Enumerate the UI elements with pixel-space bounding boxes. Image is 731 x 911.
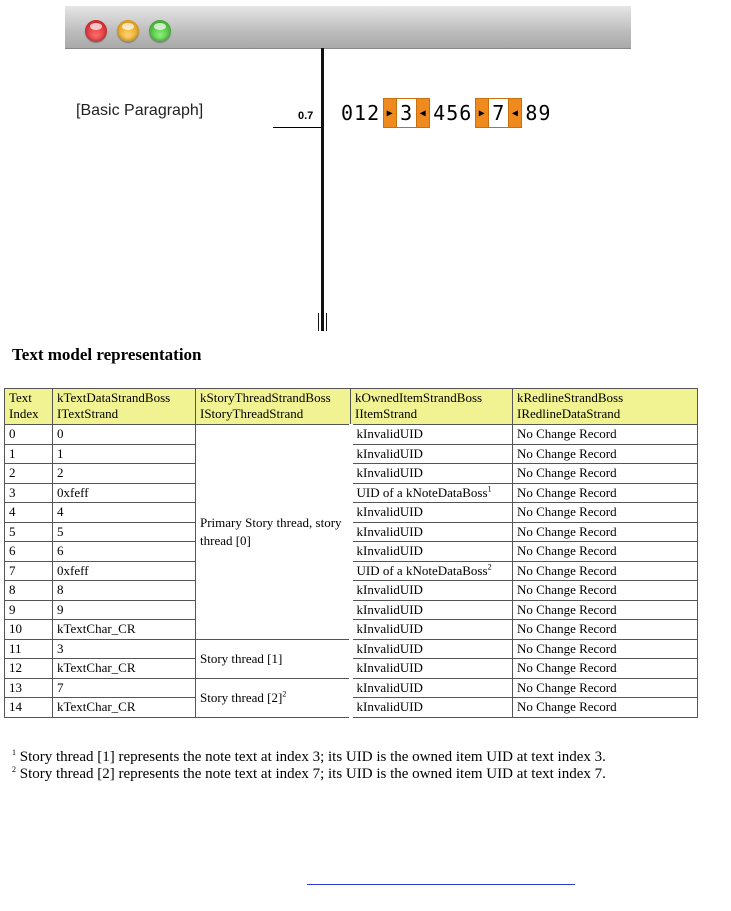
text-data-cell: 5 xyxy=(53,522,196,542)
owned-item-cell: kInvalidUID xyxy=(351,581,513,601)
text-index-cell: 14 xyxy=(5,698,53,718)
text-index-cell: 6 xyxy=(5,542,53,562)
story-thread-cell: Story thread $[2]^2$ xyxy=(196,678,351,717)
footnote: $^2$ Story thread [2] represents the note text at index 7; its UID is the owned item UID at text index 7. xyxy=(12,765,606,782)
redline-cell: No Change Record xyxy=(513,503,698,523)
text-run: 012 xyxy=(341,101,381,125)
divider-stub-right xyxy=(326,313,327,331)
text-data-cell: 2 xyxy=(53,464,196,484)
text-index-cell: 2 xyxy=(5,464,53,484)
text-index-cell: 5 xyxy=(5,522,53,542)
paragraph-style-label: [Basic Paragraph] xyxy=(76,102,204,119)
text-model-table xyxy=(4,388,698,718)
table-row xyxy=(5,503,698,523)
text-run: 89 xyxy=(525,101,552,125)
text-index-cell: 10 xyxy=(5,620,53,640)
redline-cell: No Change Record xyxy=(513,678,698,698)
column-header: kOwnedItemStrandBoss IItemStrand xyxy=(351,389,513,425)
table-row xyxy=(5,678,698,698)
text-data-cell: kTextChar_CR xyxy=(53,620,196,640)
redline-cell: No Change Record xyxy=(513,444,698,464)
window-titlebar xyxy=(65,6,631,49)
close-button[interactable] xyxy=(85,20,107,42)
table-row xyxy=(5,444,698,464)
text-index-cell: 7 xyxy=(5,561,53,581)
owned-item-cell: kInvalidUID xyxy=(351,425,513,445)
redline-cell: No Change Record xyxy=(513,620,698,640)
table-row xyxy=(5,542,698,562)
story-text[interactable] xyxy=(340,98,552,128)
text-data-cell: 0 xyxy=(53,425,196,445)
text-data-cell: 0xfeff xyxy=(53,483,196,503)
footnote: $^1$ Story thread [1] represents the note text at index 3; its UID is the owned item UID at text index 3. xyxy=(12,748,606,765)
table-row xyxy=(5,464,698,484)
text-data-cell: 3 xyxy=(53,639,196,659)
redline-cell: No Change Record xyxy=(513,698,698,718)
redline-cell: No Change Record xyxy=(513,639,698,659)
section-heading: Text model representation xyxy=(12,345,202,364)
owned-item-cell: kInvalidUID xyxy=(351,522,513,542)
text-data-cell: 8 xyxy=(53,581,196,601)
minimize-button[interactable] xyxy=(117,20,139,42)
table-row xyxy=(5,581,698,601)
table-header-row xyxy=(5,389,698,425)
text-data-cell: 6 xyxy=(53,542,196,562)
note-content: 7 xyxy=(488,99,509,127)
redline-cell: No Change Record xyxy=(513,483,698,503)
inline-note[interactable] xyxy=(383,98,430,128)
text-index-cell: 11 xyxy=(5,639,53,659)
ruler-line xyxy=(273,127,322,128)
table-row xyxy=(5,600,698,620)
text-run: 456 xyxy=(433,101,473,125)
note-content: 3 xyxy=(396,99,417,127)
owned-item-cell: kInvalidUID xyxy=(351,659,513,679)
owned-item-cell: kInvalidUID xyxy=(351,620,513,640)
redline-cell: No Change Record xyxy=(513,659,698,679)
owned-item-cell: kInvalidUID xyxy=(351,444,513,464)
text-data-cell: 0xfeff xyxy=(53,561,196,581)
text-index-cell: 0 xyxy=(5,425,53,445)
owned-item-cell: kInvalidUID xyxy=(351,678,513,698)
story-thread-cell: Story thread [1] xyxy=(196,639,351,678)
column-header: kStoryThreadStrandBoss IStoryThreadStrand xyxy=(196,389,351,425)
owned-item-cell: kInvalidUID xyxy=(351,698,513,718)
table-row xyxy=(5,522,698,542)
note-end-icon: ◀ xyxy=(511,107,519,119)
table-row xyxy=(5,483,698,503)
table-row xyxy=(5,561,698,581)
owned-item-cell: kInvalidUID xyxy=(351,542,513,562)
ruler-value: 0.7 xyxy=(298,110,314,122)
note-start-icon: ▶ xyxy=(386,107,394,119)
inline-note[interactable] xyxy=(475,98,522,128)
text-data-cell: 7 xyxy=(53,678,196,698)
text-data-cell: 9 xyxy=(53,600,196,620)
text-index-cell: 12 xyxy=(5,659,53,679)
owned-item-cell: kInvalidUID xyxy=(351,639,513,659)
owned-item-cell: kInvalidUID xyxy=(351,464,513,484)
text-data-cell: 1 xyxy=(53,444,196,464)
column-header: kRedlineStrandBoss IRedlineDataStrand xyxy=(513,389,698,425)
redline-cell: No Change Record xyxy=(513,522,698,542)
redline-cell: No Change Record xyxy=(513,581,698,601)
table-row xyxy=(5,425,698,445)
text-data-cell: 4 xyxy=(53,503,196,523)
owned-item-cell: UID of a kNoteDataBoss$^2$ xyxy=(351,561,513,581)
redline-cell: No Change Record xyxy=(513,542,698,562)
text-index-cell: 8 xyxy=(5,581,53,601)
column-divider xyxy=(321,48,324,331)
footnotes xyxy=(12,749,612,783)
text-index-cell: 9 xyxy=(5,600,53,620)
table-row xyxy=(5,659,698,679)
text-data-cell: kTextChar_CR xyxy=(53,659,196,679)
text-index-cell: 13 xyxy=(5,678,53,698)
note-end-icon: ◀ xyxy=(419,107,427,119)
text-data-cell: kTextChar_CR xyxy=(53,698,196,718)
text-index-cell: 3 xyxy=(5,483,53,503)
redline-cell: No Change Record xyxy=(513,561,698,581)
note-start-icon: ▶ xyxy=(478,107,486,119)
text-index-cell: 4 xyxy=(5,503,53,523)
text-index-cell: 1 xyxy=(5,444,53,464)
table-row xyxy=(5,620,698,640)
column-header: Text Index xyxy=(5,389,53,425)
owned-item-cell: UID of a kNoteDataBoss$^1$ xyxy=(351,483,513,503)
link-underline[interactable] xyxy=(307,884,575,885)
redline-cell: No Change Record xyxy=(513,464,698,484)
owned-item-cell: kInvalidUID xyxy=(351,600,513,620)
column-header: kTextDataStrandBoss ITextStrand xyxy=(53,389,196,425)
table-row xyxy=(5,639,698,659)
redline-cell: No Change Record xyxy=(513,600,698,620)
story-thread-cell: Primary Story thread, story thread [0] xyxy=(196,425,351,640)
divider-stub-left xyxy=(318,313,319,331)
table-row xyxy=(5,698,698,718)
zoom-button[interactable] xyxy=(149,20,171,42)
redline-cell: No Change Record xyxy=(513,425,698,445)
owned-item-cell: kInvalidUID xyxy=(351,503,513,523)
